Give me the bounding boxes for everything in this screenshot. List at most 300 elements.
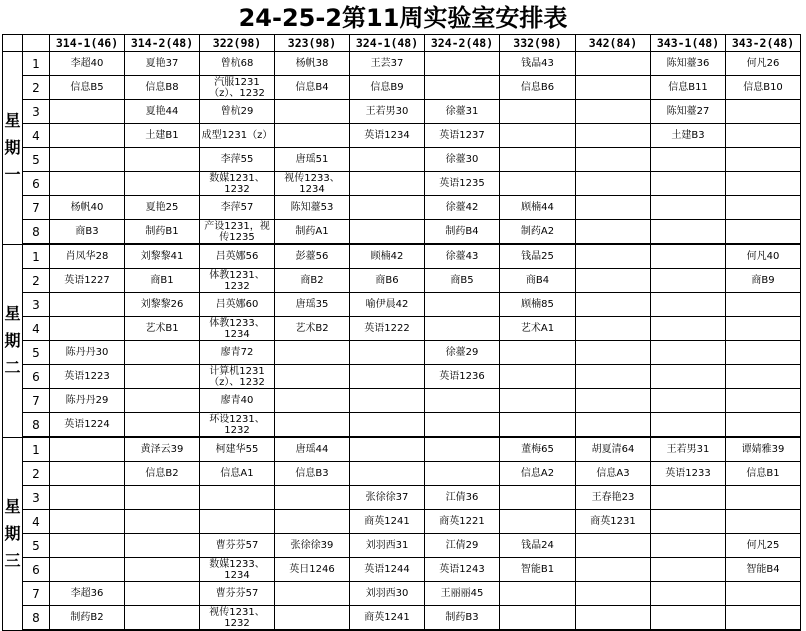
schedule-cell [200, 462, 275, 486]
schedule-cell [200, 196, 275, 220]
cell-text: 王若男30 [365, 106, 409, 117]
schedule-cell [50, 462, 125, 486]
schedule-cell [726, 244, 801, 269]
cell-text: 信息A1 [220, 468, 254, 479]
cell-text: 王若男31 [666, 444, 710, 455]
period-number: 1 [23, 52, 50, 76]
schedule-cell [651, 510, 726, 534]
schedule-cell [275, 124, 350, 148]
schedule-cell [425, 76, 500, 100]
cell-text: 成型1231（z） [201, 130, 273, 141]
period-number: 1 [23, 244, 50, 269]
cell-text: 唐瑶51 [295, 154, 329, 165]
cell-text: 艺术B2 [295, 323, 329, 334]
schedule-cell [726, 437, 801, 462]
schedule-cell [200, 606, 275, 631]
schedule-cell [350, 172, 425, 196]
schedule-cell [50, 100, 125, 124]
schedule-cell [275, 365, 350, 389]
schedule-cell [275, 486, 350, 510]
schedule-cell [651, 172, 726, 196]
schedule-cell [50, 413, 125, 438]
schedule-cell [50, 293, 125, 317]
schedule-cell [726, 606, 801, 631]
schedule-cell [425, 582, 500, 606]
schedule-cell [125, 244, 200, 269]
schedule-cell [50, 365, 125, 389]
day-label-char: 三 [4, 551, 21, 570]
schedule-cell [125, 365, 200, 389]
cell-text: 夏艳37 [145, 58, 179, 69]
period-number: 2 [23, 76, 50, 100]
period-number: 5 [23, 534, 50, 558]
cell-text: 信息B10 [743, 82, 783, 93]
room-header: 324-2(48) [425, 35, 500, 52]
cell-text: 杨帆38 [295, 58, 329, 69]
schedule-cell [425, 196, 500, 220]
cell-text: 刘黎黎41 [140, 251, 184, 262]
cell-text: 信息B11 [668, 82, 708, 93]
period-number: 2 [23, 269, 50, 293]
cell-text: 曹芬芬57 [215, 588, 259, 599]
cell-text: 杨帆40 [70, 202, 104, 213]
schedule-cell [350, 196, 425, 220]
schedule-row [3, 220, 801, 245]
schedule-row [3, 341, 801, 365]
period-header-cell [23, 35, 50, 52]
period-number: 3 [23, 293, 50, 317]
schedule-cell [576, 172, 651, 196]
schedule-cell [651, 317, 726, 341]
schedule-cell [125, 148, 200, 172]
cell-text: 环设1231、1232 [209, 413, 265, 436]
schedule-cell [576, 317, 651, 341]
schedule-cell [651, 413, 726, 438]
schedule-cell [350, 365, 425, 389]
cell-text: 曾杭29 [220, 106, 254, 117]
cell-text: 数媒1231、1232 [209, 172, 265, 195]
cell-text: 唐瑶44 [295, 444, 329, 455]
day-label [3, 52, 23, 245]
schedule-table [2, 34, 801, 631]
period-number: 7 [23, 389, 50, 413]
schedule-cell [350, 293, 425, 317]
cell-text: 钱晶43 [521, 58, 554, 69]
day-label-char: 期 [4, 138, 21, 158]
day-label-char: 星 [4, 304, 21, 323]
schedule-cell [651, 558, 726, 582]
cell-text: 顾楠85 [521, 299, 554, 310]
schedule-cell [651, 606, 726, 631]
schedule-cell [50, 437, 125, 462]
schedule-cell [576, 148, 651, 172]
schedule-cell [350, 534, 425, 558]
cell-text: 刘羽西31 [365, 540, 409, 551]
room-header: 343-2(48) [726, 35, 801, 52]
cell-text: 商英1221 [439, 516, 485, 527]
schedule-cell [125, 76, 200, 100]
room-header: 314-2(48) [125, 35, 200, 52]
cell-text: 视传1233、1234 [284, 172, 340, 195]
cell-text: 王芸37 [370, 58, 404, 69]
schedule-cell [125, 124, 200, 148]
schedule-cell [125, 293, 200, 317]
schedule-cell [500, 100, 576, 124]
cell-text: 徐薹31 [445, 106, 479, 117]
cell-text: 商英1231 [590, 516, 636, 527]
schedule-row [3, 413, 801, 438]
schedule-cell [125, 341, 200, 365]
schedule-row [3, 76, 801, 100]
schedule-cell [651, 389, 726, 413]
schedule-cell [576, 437, 651, 462]
cell-text: 唐瑶35 [295, 299, 329, 310]
schedule-row [3, 124, 801, 148]
schedule-cell [576, 413, 651, 438]
cell-text: 英语1236 [439, 371, 485, 382]
cell-text: 廖青72 [220, 347, 254, 358]
cell-text: 信息B2 [145, 468, 179, 479]
schedule-cell [651, 220, 726, 245]
schedule-cell [275, 462, 350, 486]
cell-text: 信息B5 [70, 82, 104, 93]
cell-text: 体教1231、1232 [209, 269, 265, 292]
schedule-cell [500, 293, 576, 317]
schedule-cell [125, 582, 200, 606]
schedule-cell [425, 124, 500, 148]
schedule-cell [726, 196, 801, 220]
schedule-cell [200, 341, 275, 365]
schedule-cell [576, 52, 651, 76]
cell-text: 柯建华55 [215, 444, 259, 455]
schedule-row [3, 534, 801, 558]
period-number: 6 [23, 365, 50, 389]
cell-text: 喻伊晨42 [365, 299, 409, 310]
schedule-cell [275, 172, 350, 196]
schedule-cell [576, 486, 651, 510]
cell-text: 信息B9 [370, 82, 404, 93]
schedule-cell [425, 389, 500, 413]
schedule-cell [576, 389, 651, 413]
cell-text: 刘黎黎26 [140, 299, 184, 310]
schedule-cell [50, 196, 125, 220]
schedule-cell [200, 220, 275, 245]
schedule-cell [726, 76, 801, 100]
cell-text: 谭婧雅39 [741, 444, 785, 455]
schedule-cell [726, 413, 801, 438]
schedule-cell [425, 52, 500, 76]
schedule-cell [275, 582, 350, 606]
period-number: 3 [23, 486, 50, 510]
cell-text: 曾杭68 [220, 58, 254, 69]
schedule-cell [500, 196, 576, 220]
page-title: 24-25-2第11周实验室安排表 [238, 4, 568, 32]
schedule-cell [425, 341, 500, 365]
period-number: 7 [23, 196, 50, 220]
schedule-row [3, 462, 801, 486]
schedule-cell [275, 220, 350, 245]
cell-text: 商B1 [150, 275, 174, 286]
schedule-cell [576, 293, 651, 317]
period-number: 6 [23, 172, 50, 196]
cell-text: 计算机1231（z）、1232 [209, 365, 265, 388]
cell-text: 英语1223 [64, 371, 110, 382]
schedule-cell [425, 220, 500, 245]
schedule-cell [425, 317, 500, 341]
cell-text: 信息A3 [596, 468, 630, 479]
cell-text: 商英1241 [364, 612, 410, 623]
schedule-cell [500, 124, 576, 148]
schedule-cell [50, 389, 125, 413]
schedule-cell [726, 486, 801, 510]
schedule-cell [350, 52, 425, 76]
cell-text: 吕英娜56 [215, 251, 259, 262]
schedule-cell [651, 365, 726, 389]
schedule-cell [425, 558, 500, 582]
cell-text: 制药B1 [145, 226, 179, 237]
schedule-cell [425, 100, 500, 124]
cell-text: 张徐徐39 [290, 540, 334, 551]
schedule-row [3, 606, 801, 631]
cell-text: 英语1237 [439, 130, 485, 141]
cell-text: 夏艳44 [145, 106, 179, 117]
period-number: 4 [23, 510, 50, 534]
schedule-row [3, 196, 801, 220]
schedule-cell [350, 341, 425, 365]
schedule-cell [651, 341, 726, 365]
schedule-cell [651, 293, 726, 317]
cell-text: 商B6 [375, 275, 399, 286]
schedule-cell [275, 534, 350, 558]
schedule-cell [200, 52, 275, 76]
schedule-cell [500, 413, 576, 438]
room-header: 322(98) [200, 35, 275, 52]
cell-text: 英语1234 [364, 130, 410, 141]
schedule-row [3, 100, 801, 124]
schedule-cell [50, 52, 125, 76]
schedule-cell [200, 534, 275, 558]
cell-text: 顾楠42 [370, 251, 404, 262]
cell-text: 智能B1 [520, 564, 555, 575]
schedule-cell [125, 413, 200, 438]
schedule-cell [500, 534, 576, 558]
schedule-cell [425, 244, 500, 269]
schedule-cell [425, 172, 500, 196]
cell-text: 陈知薹27 [666, 106, 710, 117]
room-header: 323(98) [275, 35, 350, 52]
period-number: 4 [23, 124, 50, 148]
schedule-cell [125, 100, 200, 124]
schedule-cell [125, 220, 200, 245]
schedule-cell [125, 172, 200, 196]
schedule-cell [275, 317, 350, 341]
schedule-cell [425, 437, 500, 462]
schedule-cell [651, 534, 726, 558]
schedule-cell [425, 148, 500, 172]
schedule-row [3, 52, 801, 76]
room-header: 332(98) [500, 35, 576, 52]
schedule-cell [576, 244, 651, 269]
schedule-cell [500, 220, 576, 245]
cell-text: 制药A1 [295, 226, 329, 237]
schedule-cell [651, 196, 726, 220]
cell-text: 徐薹30 [445, 154, 479, 165]
schedule-cell [200, 100, 275, 124]
schedule-cell [50, 534, 125, 558]
schedule-cell [726, 462, 801, 486]
schedule-cell [576, 124, 651, 148]
period-number: 8 [23, 220, 50, 245]
schedule-cell [651, 462, 726, 486]
cell-text: 土建B3 [671, 130, 705, 141]
schedule-cell [50, 244, 125, 269]
day-label-char: 一 [4, 165, 21, 185]
room-header: 324-1(48) [350, 35, 425, 52]
cell-text: 艺术B1 [145, 323, 179, 334]
schedule-cell [500, 269, 576, 293]
schedule-cell [50, 606, 125, 631]
period-number: 2 [23, 462, 50, 486]
cell-text: 英语1227 [64, 275, 110, 286]
cell-text: 陈丹丹30 [65, 347, 109, 358]
cell-text: 王春艳23 [591, 492, 635, 503]
schedule-cell [50, 510, 125, 534]
schedule-cell [576, 510, 651, 534]
period-number: 8 [23, 413, 50, 438]
schedule-cell [350, 100, 425, 124]
day-label-char: 期 [4, 524, 21, 543]
cell-text: 信息B8 [145, 82, 179, 93]
corner-cell [3, 35, 23, 52]
cell-text: 产设1231，视传1235 [204, 220, 270, 243]
schedule-cell [576, 558, 651, 582]
period-number: 8 [23, 606, 50, 631]
schedule-cell [500, 317, 576, 341]
cell-text: 制药B3 [445, 612, 479, 623]
day-label-char: 星 [4, 111, 21, 131]
schedule-cell [500, 462, 576, 486]
period-number: 5 [23, 148, 50, 172]
schedule-row [3, 317, 801, 341]
schedule-cell [125, 486, 200, 510]
schedule-cell [425, 413, 500, 438]
cell-text: 英语1233 [665, 468, 711, 479]
schedule-cell [500, 486, 576, 510]
schedule-cell [651, 269, 726, 293]
schedule-cell [125, 317, 200, 341]
day-label-char: 星 [4, 497, 21, 516]
schedule-cell [200, 365, 275, 389]
schedule-cell [576, 582, 651, 606]
schedule-row [3, 293, 801, 317]
schedule-cell [200, 437, 275, 462]
schedule-cell [500, 389, 576, 413]
schedule-cell [726, 317, 801, 341]
schedule-cell [425, 365, 500, 389]
cell-text: 信息B6 [520, 82, 555, 93]
room-header: 314-1(46) [50, 35, 125, 52]
cell-text: 黄泽云39 [140, 444, 184, 455]
room-header: 343-1(48) [651, 35, 726, 52]
schedule-row [3, 558, 801, 582]
day-label [3, 244, 23, 437]
cell-text: 信息B1 [746, 468, 780, 479]
cell-text: 钱晶25 [521, 251, 554, 262]
schedule-cell [275, 100, 350, 124]
schedule-cell [651, 244, 726, 269]
schedule-cell [50, 172, 125, 196]
cell-text: 智能B4 [746, 564, 780, 575]
schedule-cell [200, 293, 275, 317]
cell-text: 陈丹丹29 [65, 395, 109, 406]
schedule-cell [425, 606, 500, 631]
schedule-cell [125, 462, 200, 486]
schedule-cell [275, 437, 350, 462]
period-number: 7 [23, 582, 50, 606]
cell-text: 英语1244 [364, 564, 410, 575]
cell-text: 制药A2 [520, 226, 555, 237]
schedule-cell [651, 124, 726, 148]
schedule-cell [350, 317, 425, 341]
cell-text: 英语1235 [439, 178, 485, 189]
schedule-cell [500, 76, 576, 100]
schedule-cell [425, 462, 500, 486]
cell-text: 刘羽西30 [365, 588, 409, 599]
room-header: 342(84) [576, 35, 651, 52]
schedule-cell [200, 413, 275, 438]
schedule-cell [350, 148, 425, 172]
schedule-cell [500, 582, 576, 606]
schedule-cell [50, 341, 125, 365]
schedule-cell [50, 486, 125, 510]
cell-text: 陈知薹36 [666, 58, 710, 69]
schedule-cell [50, 124, 125, 148]
schedule-cell [50, 317, 125, 341]
schedule-row [3, 510, 801, 534]
schedule-cell [500, 341, 576, 365]
cell-text: 何凡25 [746, 540, 780, 551]
schedule-row [3, 582, 801, 606]
cell-text: 英语1224 [64, 419, 110, 430]
schedule-cell [726, 220, 801, 245]
schedule-cell [576, 534, 651, 558]
cell-text: 视传1231、1232 [209, 606, 265, 629]
schedule-cell [500, 365, 576, 389]
schedule-cell [200, 582, 275, 606]
cell-text: 艺术A1 [520, 323, 555, 334]
schedule-cell [350, 437, 425, 462]
schedule-cell [275, 510, 350, 534]
cell-text: 制药B4 [445, 226, 479, 237]
schedule-cell [576, 196, 651, 220]
period-number: 1 [23, 437, 50, 462]
cell-text: 董梅65 [521, 444, 554, 455]
cell-text: 李萍57 [220, 202, 254, 213]
schedule-cell [350, 606, 425, 631]
schedule-cell [726, 148, 801, 172]
cell-text: 何凡40 [746, 251, 780, 262]
cell-text: 李超40 [70, 58, 104, 69]
cell-text: 英语1243 [439, 564, 485, 575]
cell-text: 胡夏清64 [591, 444, 635, 455]
schedule-cell [275, 196, 350, 220]
schedule-cell [500, 172, 576, 196]
schedule-cell [726, 341, 801, 365]
schedule-cell [500, 244, 576, 269]
schedule-cell [350, 558, 425, 582]
cell-text: 钱晶24 [521, 540, 554, 551]
schedule-cell [200, 124, 275, 148]
